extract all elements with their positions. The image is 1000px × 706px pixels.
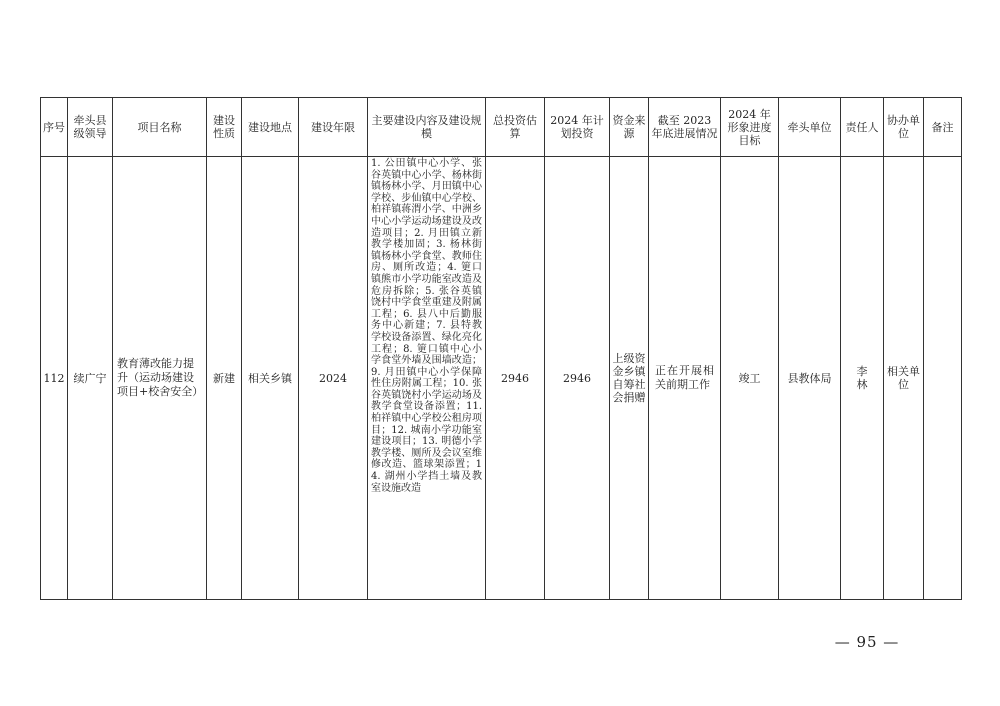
cell-fund-source: 上级资金乡镇自筹社会捐赠: [610, 157, 649, 600]
project-table: [40, 97, 962, 600]
header-progress-2023: 截至 2023 年底进展情况: [649, 98, 721, 157]
cell-leader: 续广宁: [68, 157, 113, 600]
table-header: [41, 98, 962, 157]
cell-progress-2023: 正在开展相关前期工作: [649, 157, 721, 600]
page-number: — 95 —: [834, 633, 900, 651]
table-row: [41, 157, 962, 600]
cell-project-name: 教育薄改能力提升（运动场建设项目+校舍安全）: [113, 157, 207, 600]
header-content: 主要建设内容及建设规模: [368, 98, 486, 157]
cell-location: 相关乡镇: [242, 157, 299, 600]
header-period: 建设年限: [299, 98, 368, 157]
cell-assist-unit: 相关单位: [884, 157, 924, 600]
header-row: [41, 98, 962, 157]
cell-nature: 新建: [207, 157, 242, 600]
header-project-name: 项目名称: [113, 98, 207, 157]
cell-target-2024: 竣工: [721, 157, 779, 600]
cell-remark: [924, 157, 962, 600]
cell-content: 1. 公田镇中心小学、张谷英镇中心小学、杨林街镇杨林小学、月田镇中心学校、步仙镇中心学校、柏祥镇蒋渭小学、中洲乡中心小学运动场建设及改造项目；2. 月田镇立新教学楼加固；3. 杨林街镇杨林小学食堂、教师住房、厕所改造；4. 筻口镇熊市小学功能室改造及危房拆除；5. 张谷英镇饶村中学食堂重建及附属工程；6. 县八中后勤服务中心新建；7. 县特教学校设备添置、绿化亮化工程；8. 筻口镇中心小学食堂外墙及围墙改造；9. 月田镇中心小学保障性住房附属工程；10. 张谷英镇饶村小学运动场及教学食堂设备添置；11. 柏祥镇中心学校公租房项目；12. 城南小学功能室建设项目；13. 明德小学教学楼、厕所及会议室维修改造、篮球架添置；14. 湖州小学挡土墙及教室设施改造: [368, 157, 486, 600]
header-target-2024: 2024 年形象进度目标: [721, 98, 779, 157]
cell-period: 2024: [299, 157, 368, 600]
header-plan-2024: 2024 年计划投资: [545, 98, 610, 157]
cell-responsible: 李林: [841, 157, 884, 600]
header-remark: 备注: [924, 98, 962, 157]
header-leader: 牵头县级领导: [68, 98, 113, 157]
header-fund-source: 资金来源: [610, 98, 649, 157]
header-nature: 建设性质: [207, 98, 242, 157]
header-lead-unit: 牵头单位: [779, 98, 841, 157]
cell-plan-2024: 2946: [545, 157, 610, 600]
header-seq: 序号: [41, 98, 68, 157]
header-responsible: 责任人: [841, 98, 884, 157]
header-assist-unit: 协办单位: [884, 98, 924, 157]
header-total-investment: 总投资估算: [486, 98, 545, 157]
table-body: [41, 157, 962, 600]
cell-total-investment: 2946: [486, 157, 545, 600]
cell-seq: 112: [41, 157, 68, 600]
header-location: 建设地点: [242, 98, 299, 157]
cell-lead-unit: 县教体局: [779, 157, 841, 600]
